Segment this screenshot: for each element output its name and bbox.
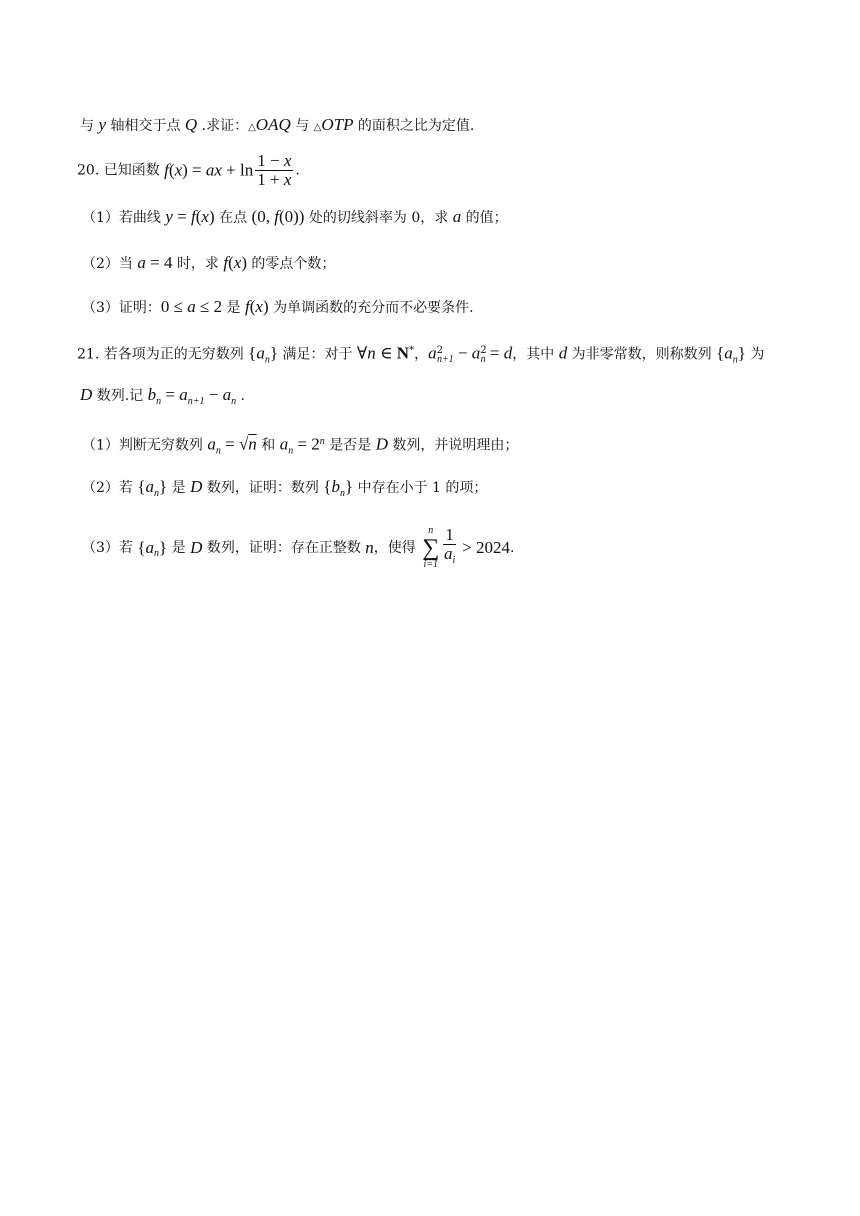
- question-21-part-2: （2）若 $\{a_n\}$ 是 D 数列，证明：数列 $\{b_n\}$ 中存在小于 1 的项；: [82, 477, 488, 499]
- question-21-def: D 数列.记 $b_n = a_{n+1} - a_n$ .: [80, 385, 245, 407]
- question-21: 21. 若各项为正的无穷数列 $\{a_n\}$ 满足：对于 ∀n ∈ N*，$a^2_{n+1} - a^2_n = d$，其中 d 为非零常数，则称数列 $\{a_n\}$ 为: [77, 343, 765, 366]
- question-20-part-1: （1）若曲线 y = f(x) 在点 (0, f(0)) 处的切线斜率为 0，求 a 的值；: [82, 207, 508, 226]
- question-20-part-2: （2）当 a = 4 时，求 f(x) 的零点个数；: [82, 253, 336, 272]
- question-21-part-3: （3）若 $\{a_n\}$ 是 D 数列，证明：存在正整数 n，使得 n ∑ i=1 $\frac{1}{a_i}$ > 2024.: [82, 525, 515, 570]
- question-20-part-3: （3）证明：0 ≤ a ≤ 2 是 f(x) 为单调函数的充分而不必要条件.: [82, 297, 474, 316]
- question-20: 20. 已知函数 f(x) = ax + ln $\frac{1 - x}{1 + x}$ .: [77, 151, 300, 189]
- question-21-part-1: （1）判断无穷数列 $a_n = √n$ 和 $a_n = 2^n$ 是否是 D 数列，并说明理由；: [82, 434, 519, 457]
- text-line-1: 与 y 轴相交于点 Q .求证：△OAQ 与 △OTP 的面积之比为定值.: [80, 115, 475, 134]
